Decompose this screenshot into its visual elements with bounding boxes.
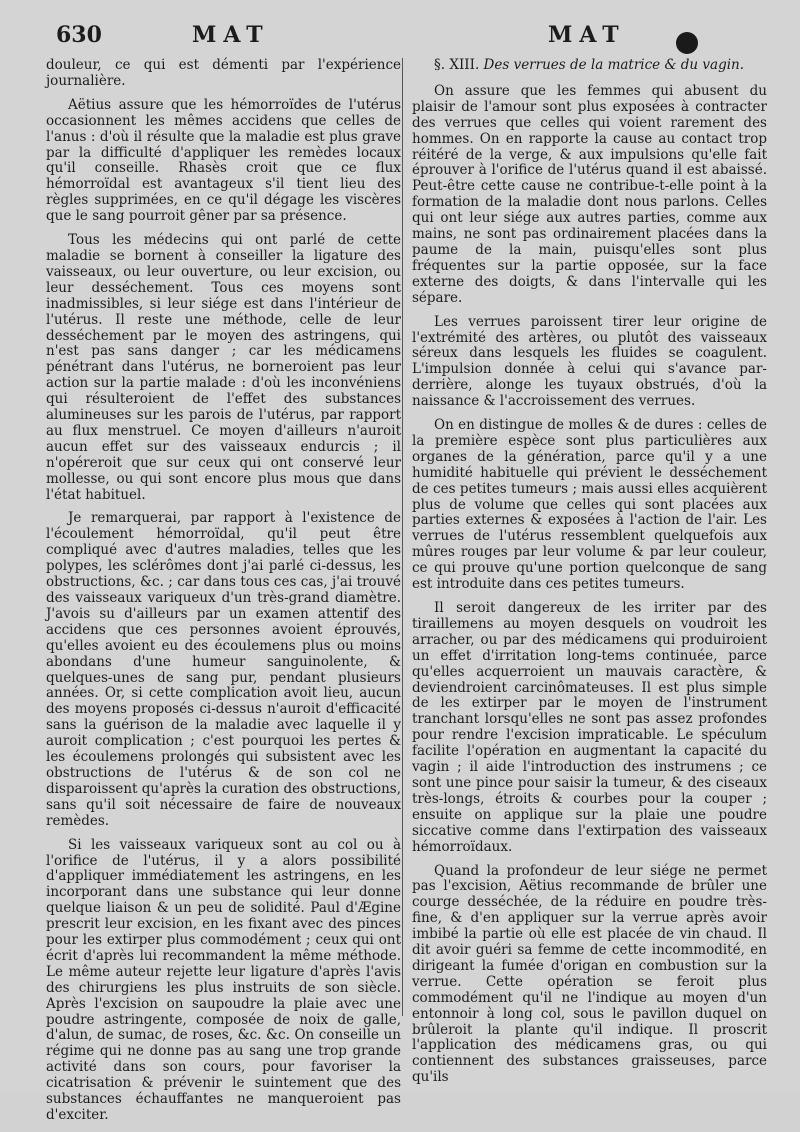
paragraph: Aëtius assure que les hémorroïdes de l'utérus occasionnent les mêmes accidens que celles de l'anus : d'où il résulte que la maladie est plus grave par la difficulté d'appliquer les remèdes locaux qu'il conseille. Rhasès croit que ce flux hémorroïdal est avantageux s'il tient lieu des règles supprimées, en ce qu'il dégage les viscères que le sang pourroit gêner par sa présence. xyxy=(46,96,401,225)
page-header xyxy=(0,22,800,52)
right-column xyxy=(412,58,767,1094)
page-number: 630 xyxy=(56,22,102,48)
paragraph: Si les vaisseaux variqueux sont au col ou à l'orifice de l'utérus, il y a alors possibilité d'appliquer immédiatement les astringens, en les incorporant dans une substance qui leur donne quelque liaison & un peu de solidité. Paul d'Ægine prescrit leur excision, en les fixant avec des pinces pour les extirper plus commodément ; ceux qui ont écrit d'après lui recommandent la même méthode. Le même auteur rejette leur ligature d'après l'avis des chirurgiens les plus instruits de son siècle. Après l'excision on saupoudre la plaie avec une poudre astringente, composée de noix de galle, d'alun, de sumac, de roses, &c. &c. On conseille un régime qui ne donne pas au sang une trop grande activité dans son cours, pour favoriser la cicatrisation & prévenir le suintement que des substances échauffantes ne manqueroient pas d'exciter. xyxy=(46,836,401,1123)
running-head-left: MAT xyxy=(192,22,270,48)
paragraph: Quand la profondeur de leur siége ne permet pas l'excision, Aëtius recommande de brûler une courge desséchée, de la réduire en poudre très-fine, & d'en appliquer sur la verrue après avoir imbibé la partie où elle est placée de vin chaud. Il dit avoir guéri sa femme de cette incommodité, en dirigeant la fumée d'origan en combustion sur la verrue. Cette opération se feroit plus commodément qu'il ne l'indique au moyen d'un entonnoir à long col, sous le pavillon duquel on brûleroit la plante qu'il indique. Il proscrit l'application des médicamens gras, ou qui contiennent des substances graisseuses, parce qu'ils xyxy=(412,862,767,1086)
section-number: §. XIII. xyxy=(434,57,480,73)
left-column xyxy=(46,58,401,1132)
running-head-right: MAT xyxy=(548,22,626,48)
section-heading xyxy=(434,58,767,74)
ink-blot xyxy=(676,32,698,54)
column-divider xyxy=(402,58,403,1016)
section-title: Des verrues de la matrice & du vagin. xyxy=(483,57,745,73)
paragraph: Il seroit dangereux de les irriter par des tiraillemens au moyen desquels on voudroit les arracher, ou par des médicamens qui produiroient un effet d'irritation long-tems continuée, parce qu'elles acquerroient un mauvais caractère, & deviendroient carcinômateuses. Il est plus simple de les extirper par le moyen de l'instrument tranchant lorsqu'elles ne sont pas assez profondes pour rendre l'excision impraticable. Le spéculum facilite l'opération en augmentant la capacité du vagin ; il aide l'introduction des instrumens ; ce sont une pince pour saisir la tumeur, & des ciseaux très-longs, étroits & courbes pour la couper ; ensuite on applique sur la plaie une poudre siccative comme dans l'extirpation des vaisseaux hémorroïdaux. xyxy=(412,600,767,855)
paragraph: On assure que les femmes qui abusent du plaisir de l'amour sont plus exposées à contracter des verrues que celles qui voient rarement des hommes. On en rapporte la cause au contact trop réitéré de la verge, & aux impulsions qu'elle fait éprouver à l'orifice de l'utérus quand il est abaissé. Peut-être cette cause ne contribue-t-elle point à la formation de la maladie dont nous parlons. Celles qui ont leur siége aux autres parties, comme aux mains, ne sont pas ordinairement placées dans la paume de la main, puisqu'elles sont plus fréquentes sur la partie opposée, sur la face externe des doigts, & dans l'intervalle qui les sépare. xyxy=(412,82,767,306)
paragraph: Les verrues paroissent tirer leur origine de l'extrémité des artères, ou plutôt des vaisseaux séreux dans lesquels les fluides se coagulent. L'impulsion donnée à celui qui s'avance par-derrière, alonge les tuyaux obstrués, d'où la naissance & l'accroissement des verrues. xyxy=(412,313,767,410)
paragraph: On en distingue de molles & de dures : celles de la première espèce sont plus particulières aux organes de la génération, parce qu'il y a une humidité habituelle qui prévient le desséchement de ces petites tumeurs ; mais aussi elles acquièrent plus de volume que celles qui sont placées aux parties externes & exposées à l'action de l'air. Les verrues de l'utérus ressemblent quelquefois aux mûres rouges par leur volume & par leur couleur, ce qui prouve qu'une portion quelconque de sang est introduite dans ces petites tumeurs. xyxy=(412,417,767,593)
paragraph: Je remarquerai, par rapport à l'existence de l'écoulement hémorroïdal, qu'il peut être compliqué avec d'autres maladies, telles que les polypes, les sclérômes dont j'ai parlé ci-dessus, les obstructions, &c. ; car dans tous ces cas, j'ai trouvé des vaisseaux variqueux d'un très-grand diamètre. J'avois su d'ailleurs par un examen attentif des accidens que ces personnes avoient éprouvés, qu'elles avoient eu des écoulemens plus ou moins abondans d'une humeur sanguinolente, & quelques-unes de sang pur, pendant plusieurs années. Or, si cette complication avoit lieu, aucun des moyens proposés ci-dessus n'auroit d'efficacité sans la guérison de la maladie avec laquelle il y auroit complication ; c'est pourquoi les pertes & les écoulemens prolongés qui subsistent avec les obstructions de l'utérus & de son col ne disparoissent qu'après la curation des obstructions, sans qu'il soit nécessaire de faire de nouveaux remèdes. xyxy=(46,510,401,829)
paragraph: Tous les médecins qui ont parlé de cette maladie se bornent à conseiller la ligature des vaisseaux, ou leur ouverture, ou leur excision, ou leur desséchement. Tous ces moyens sont inadmissibles, si leur siége est dans l'intérieur de l'utérus. Il reste une méthode, celle de leur desséchement par le moyen des astringens, qui n'est pas sans danger ; car les médicamens pénétrant dans l'utérus, ne borneroient pas leur action sur la partie malade : d'où les inconvéniens qui résulteroient de l'effet des substances alumineuses sur les parois de l'utérus, par rapport au flux menstruel. Ce moyen d'ailleurs n'auroit aucun effet sur des vaisseaux endurcis ; il n'opéreroit que sur ceux qui ont conservé leur mollesse, ou qui sont encore plus mous que dans l'état habituel. xyxy=(46,232,401,503)
paragraph: douleur, ce qui est démenti par l'expérience journalière. xyxy=(46,57,401,89)
